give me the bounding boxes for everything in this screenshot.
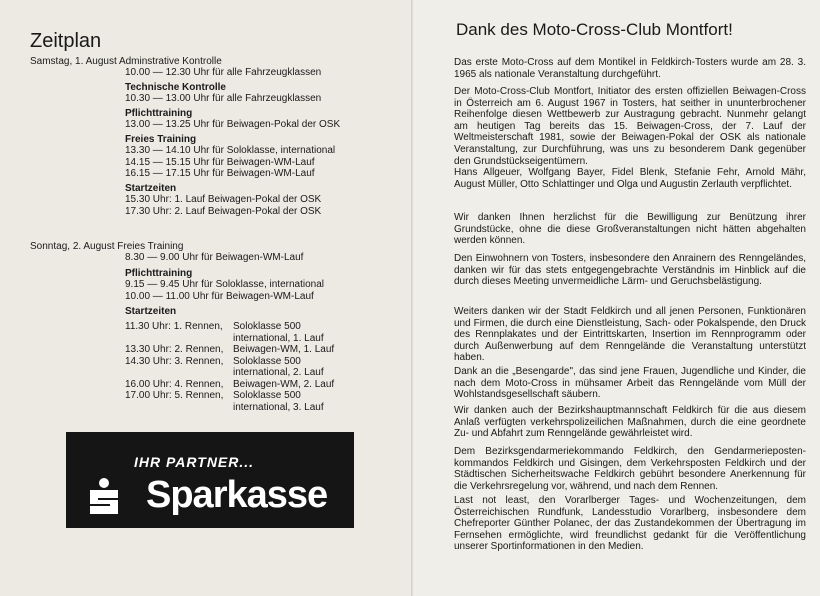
paragraph: Weiters danken wir der Stadt Feldkirch und all jenen Personen, Funktionären und Firmen, die durch eine Dienstleistung, Sach- oder Pokalspende, den Druck des Rennplakates und der Eintrittskarten, Insertion im Rennprogramm oder durch Außenwerbung auf dem Renngelände die Veranstaltung unterstützt haben. [454,306,806,364]
section-head: Freies Training [125,133,197,145]
ad-tagline: IHR PARTNER... [134,454,255,470]
right-page [414,0,820,596]
day-1-kontrolle [125,67,340,217]
left-page: Zeitplan Samstag, 1. August Adminstrative Kontrolle 10.00 — 12.30 Uhr für alle Fahrzeugklassen Technische Kontrolle 10.30 — 13.00 Uhr für alle Fahrzeugklassen Pflichttraining 13.00 — 13.25 Uhr für Beiwagen-Pokal der OSK Freies Training 13.30 — 14.10 Uhr für Soloklasse, international 14.15 — 15.15 Uhr für Beiwagen-WM-Lauf 16.15 — 17.15 Uhr für Beiwagen-WM-Lauf Startzeiten 15.30 Uhr: 1. Lauf Beiwagen-Pokal der OSK 17.30 Uhr: 2. Lauf Beiwagen-Pokal der OSK Sonntag, 2. August Freies Training 8.30 — 9.00 Uhr für Beiwagen-WM-Lauf Pflichttraining 9.15 — 9.45 Uhr für Soloklasse, international 10.00 — 11.00 Uhr für Beiwagen-WM-Lauf Startzeiten 11.30 Uhr: 1. Rennen, Soloklasse 500 international, 1. Lauf 13.30 Uhr: 2. Rennen, Beiwagen-WM, 1. Lauf 14.30 Uhr: 3. Rennen, Soloklasse 500 international, 2. Lauf 16.00 Uhr: 4. Rennen, Beiwagen-WM, 2. Lauf 17.00 Uhr: 5. Rennen, Soloklasse 500 international, 3. Lauf IHR PARTNER... Sparkasse [0,0,414,596]
paragraph: Wir danken Ihnen herzlichst für die Bewilligung zur Benützung ihrer Grundstücke, ohne die diese Großveranstaltungen nicht hätten abgehalten werden können. [454,212,806,247]
section-head: Pflichttraining [125,267,193,279]
schedule-line: 8.30 — 9.00 Uhr für Beiwagen-WM-Lauf [125,252,304,263]
schedule-line: 9.15 — 9.45 Uhr für Soloklasse, international [125,279,324,290]
schedule-line: 13.30 — 14.10 Uhr für Soloklasse, international [125,145,336,156]
sparkasse-logo-icon [84,476,124,516]
paragraph: Last not least, den Vorarlberger Tages- und Wochenzeitungen, dem Österreichischen Rundfunk, Landesstudio Vorarlberg, insbesondere dem Chefreporter Günther Polanec, der das Zustandekommen der Übertragung im Fernsehen ermöglichte, wird freundlichst gedankt für die Veröffentlichung unserer Sportinformationen in den Medien. [454,495,806,553]
sparkasse-advertisement [66,432,354,528]
ad-brand: Sparkasse [146,474,328,516]
section-head: Pflichttraining [125,107,193,119]
schedule-line: 10.00 — 11.00 Uhr für Beiwagen-WM-Lauf [125,290,314,302]
day-1-label: Samstag, 1. August Adminstrative Kontrolle [30,56,222,67]
schedule-line: 16.15 — 17.15 Uhr für Beiwagen-WM-Lauf [125,168,315,179]
paragraph: Wir danken auch der Bezirkshauptmannschaft Feldkirch für die aus diesem Anlaß verfügten verkehrspolizeilichen Maßnahmen, durch die eine geordnete Zu- und Abfahrt zum Renngelände gewährleistet wird. [454,405,806,440]
day-2-label: Sonntag, 2. August Freies Training [30,241,184,252]
section-head: Technische Kontrolle [125,81,226,93]
paragraph: Dank an die „Besengarde", das sind jene Frauen, Jugendliche und Kinder, die nach dem Moto-Cross in mühsamer Arbeit das Renngelände vom Müll der Wohlstandsgesellschaft säubern. [454,366,806,401]
section-head: Startzeiten [125,182,177,194]
schedule-line: 17.30 Uhr: 2. Lauf Beiwagen-Pokal der OSK [125,205,322,217]
section-head: Startzeiten [125,306,177,317]
paragraph: Das erste Moto-Cross auf dem Montikel in Feldkirch-Tosters wurde am 28. 3. 1965 als nationale Veranstaltung durchgeführt. [454,57,806,80]
schedule-line: 13.00 — 13.25 Uhr für Beiwagen-Pokal der OSK [125,119,341,130]
paragraph: Der Moto-Cross-Club Montfort, Initiator des ersten offiziellen Beiwagen-Cross in Österreich am 6. August 1967 in Tosters, hat seither in ununterbrochener Reihenfolge diesen Wettbewerb zur Austragung gebracht. Nunmehr gelangt am heutigen Tag bereits das 15. Beiwagen-Cross, der 7. Lauf der Weltmeisterschaft 1981, sowie der Beiwagen-Pokal der OSK als nationale Veranstaltung, zur Durchführung, was uns zu besonderem Dank gegenüber den Grundstückseigentümern. [454,86,806,167]
schedule-title: Zeitplan [30,30,102,52]
paragraph: Hans Allgeuer, Wolfgang Bayer, Fidel Blenk, Stefanie Fehr, Arnold Mähr, August Müller, Otto Schlattinger und Olga und Augustin Zerlauth verpflichtet. [454,167,806,190]
schedule-line: 10.30 — 13.00 Uhr für alle Fahrzeugklassen [125,93,322,104]
schedule-line: 10.00 — 12.30 Uhr für alle Fahrzeugklassen [125,67,322,78]
thanks-title: Dank des Moto-Cross-Club Montfort! [456,20,733,39]
paragraph: Den Einwohnern von Tosters, insbesondere den Anrainern des Renngeländes, danken wir für das stets entgegengebrachte Verständnis im Hinblick auf die durch dieses Meeting unvermeidliche Lärm- und Geruchsbelästigung. [454,253,806,288]
bleed-through [190,30,194,48]
day-2-training [125,252,324,318]
schedule-line: 15.30 Uhr: 1. Lauf Beiwagen-Pokal der OSK [125,194,322,205]
schedule-line: 14.15 — 15.15 Uhr für Beiwagen-WM-Lauf [125,156,315,168]
paragraph: Dem Bezirksgendarmeriekommando Feldkirch, den Gendarmerieposten-kommandos Feldkirch und Gisingen, dem Verkehrsposten Feldkirch und der Städtischen Sicherheitswache Feldkirch gebührt besondere Anerkennung für die Verkehrsregelung vor, während, und nach dem Rennen. [454,446,806,492]
